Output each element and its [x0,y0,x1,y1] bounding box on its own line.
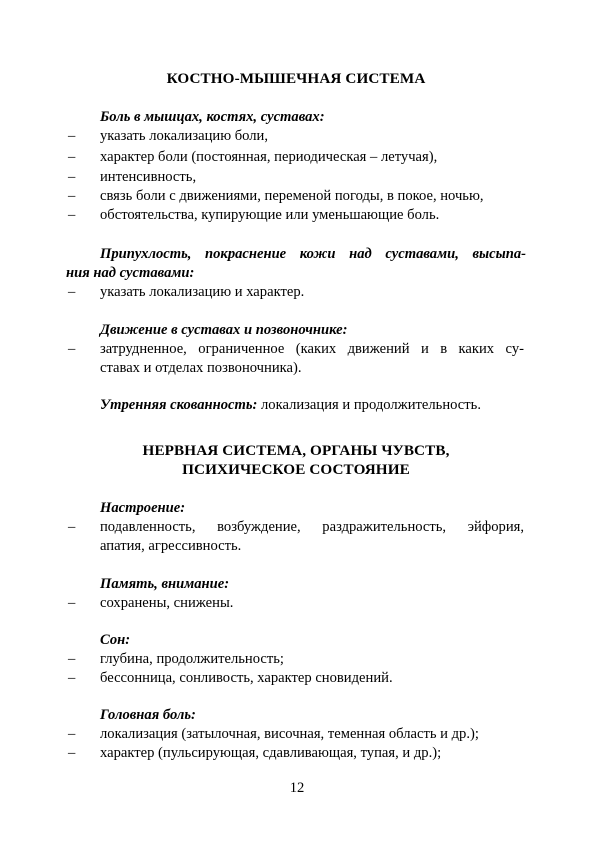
dash-bullet: – [68,207,76,223]
dash-bullet: – [68,651,76,667]
list-item: – указать локализацию и характер. [68,284,305,300]
list-item: – затрудненное, ограниченное (каких движений и в каких су- [68,341,524,357]
list-item: – подавленность, возбуждение, раздражительность, эйфория, [68,519,524,535]
dash-bullet: – [68,188,76,204]
dash-bullet: – [68,519,76,535]
list-item: – характер боли (постоянная, периодическая – летучая), [68,149,438,165]
subheading-memory: Память, внимание: [100,576,230,592]
dash-bullet: – [68,595,76,611]
list-item: – глубина, продолжительность; [68,651,284,667]
list-item-continuation: апатия, агрессивность. [100,538,242,554]
list-item: – интенсивность, [68,169,197,185]
list-item: – бессонница, сонливость, характер сновидений. [68,670,393,686]
subheading-pain: Боль в мышцах, костях, суставах: [100,109,325,125]
list-item-continuation: ставах и отделах позвоночника). [100,360,302,376]
page-number: 12 [289,780,305,796]
section-title-nervous-line1: НЕРВНАЯ СИСТЕМА, ОРГАНЫ ЧУВСТВ, [142,442,450,459]
subheading-mood: Настроение: [100,500,186,516]
list-item: – характер (пульсирующая, сдавливающая, тупая, и др.); [68,745,442,761]
section-title-nervous-line2: ПСИХИЧЕСКОЕ СОСТОЯНИЕ [182,461,410,478]
section-title-musculoskeletal: КОСТНО-МЫШЕЧНАЯ СИСТЕМА [166,70,426,87]
subheading-swelling: Припухлость, покраснение кожи над суставами, высыпа- ния над суставами: [66,246,526,281]
list-item: – сохранены, снижены. [68,595,234,611]
list-item: – обстоятельства, купирующие или уменьшающие боль. [68,207,440,223]
dash-bullet: – [68,670,76,686]
stiffness-line [100,396,524,415]
stiffness-text: локализация и продолжительность. [257,397,481,413]
dash-bullet: – [68,726,76,742]
dash-bullet: – [68,745,76,761]
dash-bullet: – [68,149,76,165]
list-item: – локализация (затылочная, височная, теменная область и др.); [68,726,479,742]
subheading-movement: Движение в суставах и позвоночнике: [100,322,348,338]
dash-bullet: – [68,341,76,357]
subheading-sleep: Сон: [100,632,131,648]
dash-bullet: – [68,284,76,300]
dash-bullet: – [68,169,76,185]
subheading-headache: Головная боль: [100,707,196,723]
stiffness-label: Утренняя скованность: [100,397,258,413]
list-item: – связь боли с движениями, переменой погоды, в покое, ночью, [68,188,484,204]
list-item: – указать локализацию боли, [68,128,269,144]
dash-bullet: – [68,128,76,144]
